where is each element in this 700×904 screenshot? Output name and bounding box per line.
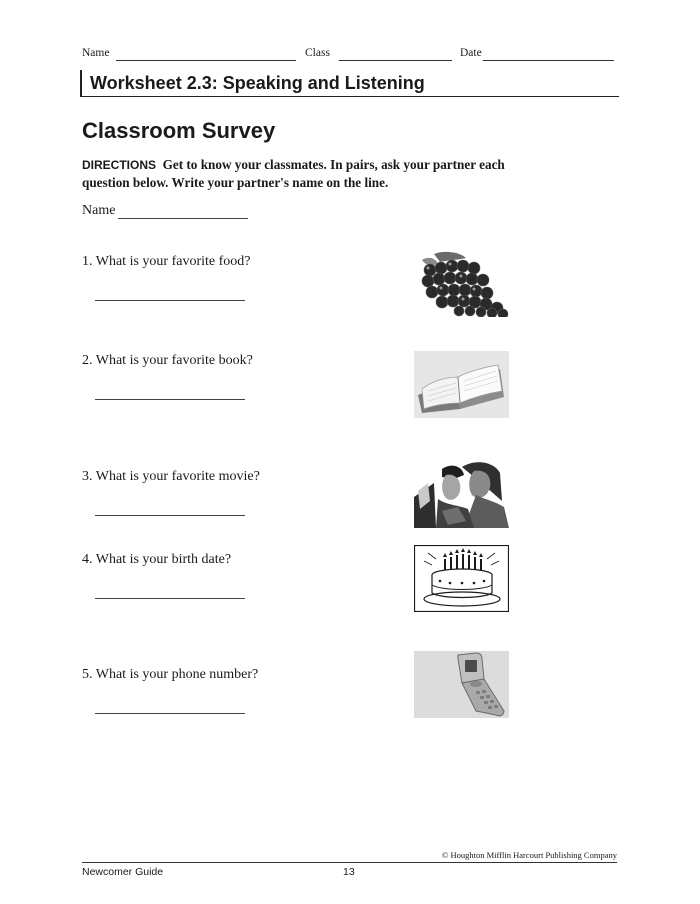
header-date-label: Date	[460, 47, 482, 59]
question-3: 3. What is your favorite movie?	[82, 469, 260, 484]
answer-line-5[interactable]	[95, 713, 245, 714]
header-date-line[interactable]	[483, 60, 614, 61]
header-name-label: Name	[82, 47, 110, 59]
copyright-notice: © Houghton Mifflin Harcourt Publishing Company	[441, 850, 617, 860]
answer-line-1[interactable]	[95, 300, 245, 301]
worksheet-title: Worksheet 2.3: Speaking and Listening	[90, 73, 425, 93]
question-4: 4. What is your birth date?	[82, 552, 232, 567]
grapes-icon	[414, 250, 509, 317]
directions-label: DIRECTIONS	[82, 158, 157, 172]
partner-name-line[interactable]	[118, 218, 248, 219]
page-number: 13	[343, 866, 355, 878]
open-book-icon	[414, 351, 509, 418]
partner-name-label: Name	[82, 203, 116, 218]
birthday-cake-icon	[414, 545, 509, 612]
header-class-label: Class	[305, 47, 330, 59]
answer-line-3[interactable]	[95, 515, 245, 516]
answer-line-2[interactable]	[95, 399, 245, 400]
answer-line-4[interactable]	[95, 598, 245, 599]
directions	[82, 156, 522, 191]
footer-guide-title: Newcomer Guide	[82, 866, 164, 878]
question-1: 1. What is your favorite food?	[82, 254, 251, 269]
footer-divider	[82, 862, 617, 863]
flip-phone-icon	[414, 651, 509, 718]
header-class-line[interactable]	[339, 60, 452, 61]
page-title: Classroom Survey	[82, 118, 276, 143]
directions-text: Get to know your classmates. In pairs, ask your partner each question below. Write your partner's name on the line.	[82, 157, 505, 190]
question-5: 5. What is your phone number?	[82, 667, 259, 682]
movie-couple-icon	[414, 461, 509, 528]
question-2: 2. What is your favorite book?	[82, 353, 253, 368]
header-name-line[interactable]	[116, 60, 296, 61]
